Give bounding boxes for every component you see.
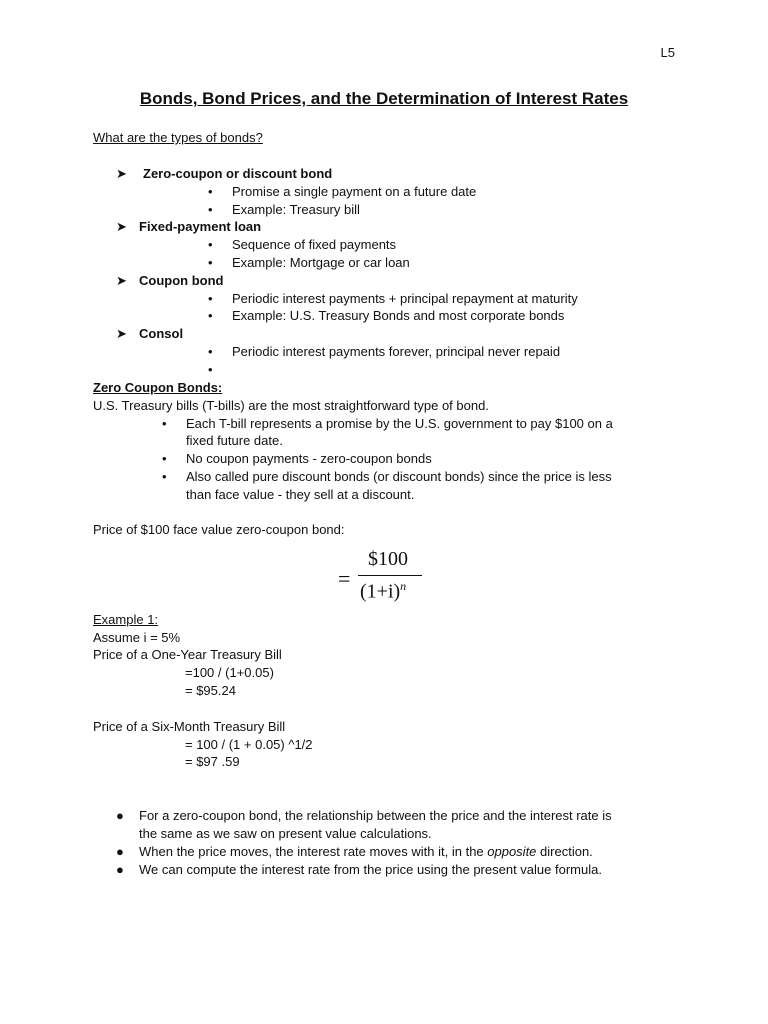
bullet-icon: • [208,237,213,252]
bond-type-name: Coupon bond [139,273,224,288]
six-month-label: Price of a Six-Month Treasury Bill [93,719,286,734]
bond-type-point: Example: Mortgage or car loan [232,255,410,270]
section-intro: U.S. Treasury bills (T-bills) are the most straightforward type of bond. [93,398,489,413]
arrow-bullet-icon: ➤ [116,166,127,181]
page-title: Bonds, Bond Prices, and the Determination of Interest Rates [139,89,629,108]
closing-emphasis: opposite [487,844,537,859]
formula-numerator: $100 [368,548,408,570]
zero-coupon-point: fixed future date. [186,433,283,448]
formula-equals: = [338,566,351,591]
zero-coupon-point: No coupon payments - zero-coupon bonds [186,451,432,466]
bullet-icon: • [208,202,213,217]
bond-type-point: Example: Treasury bill [232,202,360,217]
bullet-icon: • [208,184,213,199]
zero-coupon-point: than face value - they sell at a discount. [186,487,415,502]
bullet-icon: ● [116,808,124,823]
bond-type-point: Periodic interest payments forever, principal never repaid [232,344,561,359]
bond-type-name: Consol [139,326,184,341]
bond-type-point: Sequence of fixed payments [232,237,397,252]
closing-point-line [139,844,593,859]
formula-exponent: n [400,579,407,593]
zero-coupon-point: Each T-bill represents a promise by the U.S. government to pay $100 on a [186,416,613,431]
bullet-icon: ● [116,844,124,859]
bullet-icon: • [208,308,213,323]
bond-type-point: Example: U.S. Treasury Bonds and most corporate bonds [232,308,565,323]
price-label: Price of $100 face value zero-coupon bond: [93,522,345,537]
bullet-icon: • [162,469,167,484]
bond-type-point: Periodic interest payments + principal repayment at maturity [232,291,578,306]
example-assume: Assume i = 5% [93,630,181,645]
example-heading: Example 1: [93,612,159,627]
bullet-icon: • [162,416,167,431]
six-month-result: = $97 .59 [185,754,240,769]
bond-type-point: Promise a single payment on a future date [232,184,477,199]
six-month-calc: = 100 / (1 + 0.05) ^1/2 [185,737,313,752]
arrow-bullet-icon: ➤ [116,273,127,288]
bond-type-name: Fixed-payment loan [139,219,262,234]
closing-text: When the price moves, the interest rate moves with it, in the [139,844,488,859]
bullet-icon: • [208,255,213,270]
bullet-icon: • [208,291,213,306]
section-heading: Zero Coupon Bonds: [93,380,223,395]
formula-denominator [360,579,406,604]
closing-point-line: For a zero-coupon bond, the relationship between the price and the interest rate is [139,808,612,823]
closing-point-line: We can compute the interest rate from the price using the present value formula. [139,862,602,877]
bond-type-name: Zero-coupon or discount bond [143,166,333,181]
bullet-icon: • [208,362,213,377]
fraction-bar [358,575,422,576]
denominator-base: (1+i) [360,580,401,603]
one-year-label: Price of a One-Year Treasury Bill [93,647,282,662]
arrow-bullet-icon: ➤ [116,219,127,234]
types-question: What are the types of bonds? [93,130,263,145]
arrow-bullet-icon: ➤ [116,326,127,341]
closing-text: direction. [536,844,593,859]
bullet-icon: • [208,344,213,359]
bullet-icon: ● [116,862,124,877]
zero-coupon-point: Also called pure discount bonds (or discount bonds) since the price is less [186,469,612,484]
bullet-icon: • [162,451,167,466]
closing-point-line: the same as we saw on present value calculations. [139,826,432,841]
one-year-result: = $95.24 [185,683,236,698]
one-year-calc: =100 / (1+0.05) [185,665,274,680]
page-number: L5 [660,45,675,60]
